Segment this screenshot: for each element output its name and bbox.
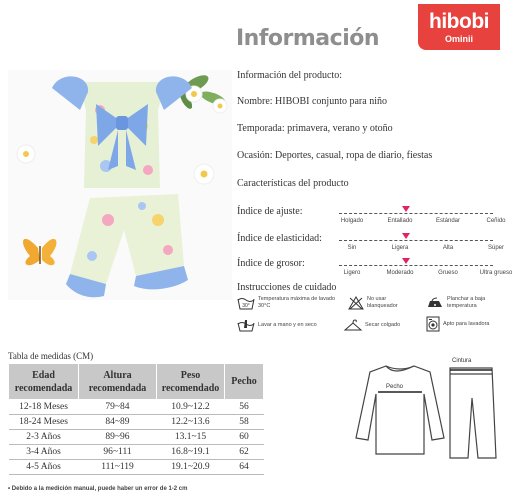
thickness-scale-label: Índice de grosor: (237, 258, 305, 269)
product-info-heading: Información del producto: (237, 70, 342, 81)
name-label: Nombre: (237, 96, 273, 107)
no-bleach-icon (348, 296, 364, 310)
header-chest: Pecho (225, 364, 264, 400)
size-table-title: Tabla de medidas (CM) (8, 351, 94, 361)
name-value: HIBOBI conjunto para niño (275, 96, 387, 107)
elasticity-option: Súper (487, 245, 505, 251)
header-weight: Peso recomendado (157, 364, 225, 400)
size-table (8, 363, 264, 475)
cell-chest: 62 (225, 445, 264, 460)
waist-label: Cintura (452, 358, 472, 364)
thickness-option: Ligero (343, 270, 361, 276)
occasion-label: Ocasión: (237, 150, 273, 161)
cell-weight: 10.9~12.2 (157, 400, 225, 415)
fit-option: Estándar (435, 218, 461, 224)
header-age: Edad recomendada (9, 364, 79, 400)
characteristics-heading: Características del producto (237, 178, 349, 189)
cell-weight: 16.8~19.1 (157, 445, 225, 460)
cell-height: 84~89 (79, 415, 157, 430)
cell-weight: 12.2~13.6 (157, 415, 225, 430)
thickness-option: Grueso (438, 270, 458, 276)
fit-scale-marker (402, 206, 410, 212)
fit-option: Ceñido (486, 218, 506, 224)
cell-chest: 58 (225, 415, 264, 430)
floral-top (52, 76, 192, 188)
care-text-wash: Temperatura máxima de lavado 30°C (258, 296, 336, 309)
hand-wash-icon (237, 318, 255, 332)
brand-sub: Ominii (444, 34, 473, 44)
cell-height: 79~84 (79, 400, 157, 415)
care-heading: Instrucciones de cuidado (237, 282, 337, 293)
cell-age: 12-18 Meses (9, 400, 79, 415)
season-value: primavera, verano y otoño (287, 123, 393, 134)
iron-low-icon (426, 296, 444, 310)
svg-text:30°: 30° (242, 303, 250, 309)
cell-age: 2-3 Años (9, 430, 79, 445)
butterfly-decoration (23, 239, 56, 265)
care-text-dryer: Apto para lavadora (443, 320, 490, 327)
care-item-wash (237, 296, 337, 310)
hang-dry-icon (344, 318, 362, 332)
care-text-bleach: No usar blanqueador (367, 296, 398, 309)
table-row (9, 415, 264, 430)
shirt-outline (356, 366, 444, 454)
cell-chest: 64 (225, 460, 264, 475)
care-item-hang (344, 318, 420, 332)
table-row (9, 400, 264, 415)
chest-label: Pecho (386, 384, 404, 390)
cell-weight: 19.1~20.9 (157, 460, 225, 475)
fit-option: Entallado (387, 218, 413, 224)
care-text-iron: Planchar a baja temperatura (447, 296, 486, 309)
occasion-value: Deportes, casual, ropa de diario, fiestas (275, 150, 433, 161)
thickness-option: Ultra grueso (479, 270, 512, 276)
page-title: Información (236, 26, 380, 51)
table-row (9, 430, 264, 445)
cell-age: 3-4 Años (9, 445, 79, 460)
fit-option: Holgado (340, 218, 364, 224)
elasticity-scale-label: Índice de elasticidad: (237, 233, 322, 244)
cell-weight: 13.1~15 (157, 430, 225, 445)
elasticity-option: Alta (442, 245, 454, 251)
elasticity-scale-line (339, 240, 493, 241)
floral-shorts (66, 194, 188, 297)
cell-chest: 60 (225, 430, 264, 445)
product-occasion (237, 150, 432, 161)
care-item-bleach (348, 296, 418, 310)
cell-chest: 56 (225, 400, 264, 415)
dryer-icon (426, 316, 440, 332)
product-season (237, 123, 393, 134)
care-text-handwash: Lavar a mano y en seco (258, 321, 317, 328)
garment-diagram (352, 358, 498, 466)
care-item-handwash (237, 318, 337, 332)
cell-age: 4-5 Años (9, 460, 79, 475)
care-item-dryer (426, 316, 498, 332)
product-name (237, 96, 387, 107)
elasticity-option: Sin (347, 245, 357, 251)
pants-outline (450, 368, 496, 458)
fit-scale-label: Índice de ajuste: (237, 206, 303, 217)
thickness-scale-line (339, 265, 493, 266)
brand-name: hibobi (429, 10, 489, 33)
cell-height: 111~119 (79, 460, 157, 475)
measurement-note: • Debido a la medición manual, puede haber un error de 1-2 cm (8, 486, 188, 492)
elasticity-option: Ligera (391, 245, 409, 251)
header-height: Altura recomendada (79, 364, 157, 400)
cell-height: 89~96 (79, 430, 157, 445)
cell-age: 18-24 Meses (9, 415, 79, 430)
wash-30-icon (237, 296, 255, 310)
cell-height: 96~111 (79, 445, 157, 460)
size-table-header-row (9, 364, 264, 400)
table-row (9, 460, 264, 475)
fit-scale (237, 206, 506, 230)
thickness-scale (237, 258, 512, 282)
elasticity-scale (237, 233, 505, 257)
thickness-scale-marker (402, 258, 410, 264)
elasticity-scale-marker (402, 233, 410, 239)
brand-logo (418, 4, 500, 50)
fit-scale-line (339, 213, 493, 214)
thickness-option: Moderado (386, 270, 414, 276)
table-row (9, 445, 264, 460)
season-label: Temporada: (237, 123, 285, 134)
care-text-hang: Secar colgado (365, 321, 401, 328)
care-item-iron (426, 296, 498, 310)
product-photo (8, 70, 232, 300)
